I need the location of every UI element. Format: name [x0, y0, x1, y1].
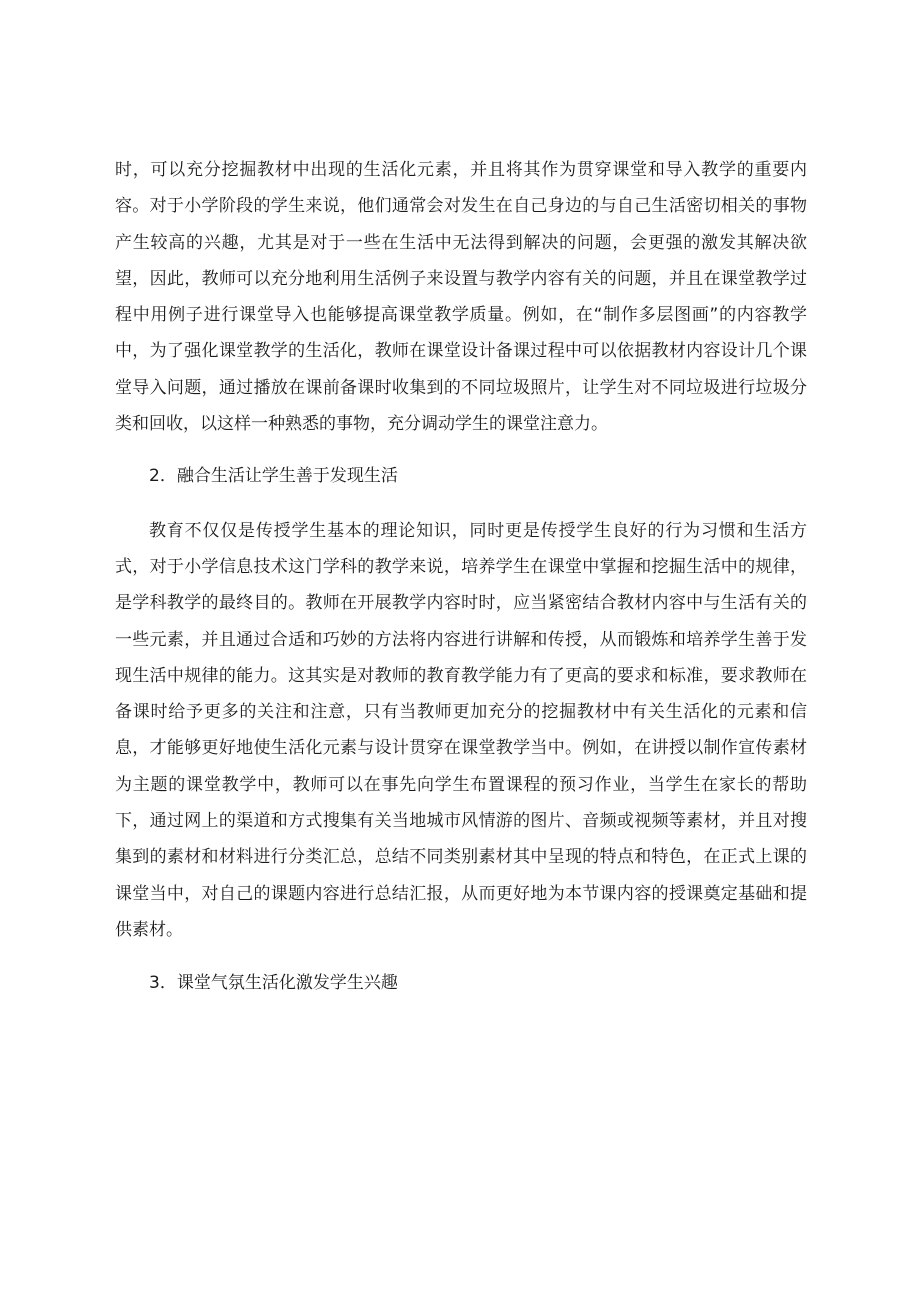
paragraph-spacer — [115, 495, 807, 513]
body-paragraph-continued: 时，可以充分挖掘教材中出现的生活化元素，并且将其作为贯穿课堂和导入教学的重要内容。对于小学阶段的学生来说，他们通常会对发生在自己身边的与自己生活密切相关的事物产生较高的兴趣，尤其是对于一些在生活中无法得到解决的问题，会更强的激发其解决欲望，因此，教师可以充分地利用生活例子来设置与教学内容有关的问题，并且在课堂教学过程中用例子进行课堂导入也能够提高课堂教学质量。例如，在“制作多层图画”的内容教学中，为了强化课堂教学的生活化，教师在课堂设计备课过程中可以依据教材内容设计几个课堂导入问题，通过播放在课前备课时收集到的不同垃圾照片，让学生对不同垃圾进行垃圾分类和回收，以这样一种熟悉的事物，充分调动学生的课堂注意力。 — [115, 160, 807, 435]
paragraph-spacer — [115, 948, 807, 965]
section-heading-3: 3．课堂气氛生活化激发学生兴趣 — [149, 973, 398, 994]
section-heading-2: 2．融合生活让学生善于发现生活 — [149, 466, 398, 487]
body-paragraph: 教育不仅仅是传授学生基本的理论知识，同时更是传授学生良好的行为习惯和生活方式，对于小学信息技术这门学科的教学来说，培养学生在课堂中掌握和挖掘生活中的规律，是学科教学的最终目的。教师在开展教学内容时时，应当紧密结合教材内容中与生活有关的一些元素，并且通过合适和巧妙的方法将内容进行讲解和传授，从而锻炼和培养学生善于发现生活中规律的能力。这其实是对教师的教育教学能力有了更高的要求和标准，要求教师在备课时给予更多的关注和注意，只有当教师更加充分的挖掘教材中有关生活化的元素和信息，才能够更好地使生活化元素与设计贯穿在课堂教学当中。例如，在讲授以制作宣传素材为主题的课堂教学中，教师可以在事先向学生布置课程的预习作业，当学生在家长的帮助下，通过网上的渠道和方式搜集有关当地城市风情游的图片、音频或视频等素材，并且对搜集到的素材和材料进行分类汇总，总结不同类别素材其中呈现的特点和特色，在正式上课的课堂当中，对自己的课题内容进行总结汇报，从而更好地为本节课内容的授课奠定基础和提供素材。 — [115, 520, 807, 940]
paragraph-spacer — [115, 442, 807, 458]
document-body — [115, 152, 807, 1002]
